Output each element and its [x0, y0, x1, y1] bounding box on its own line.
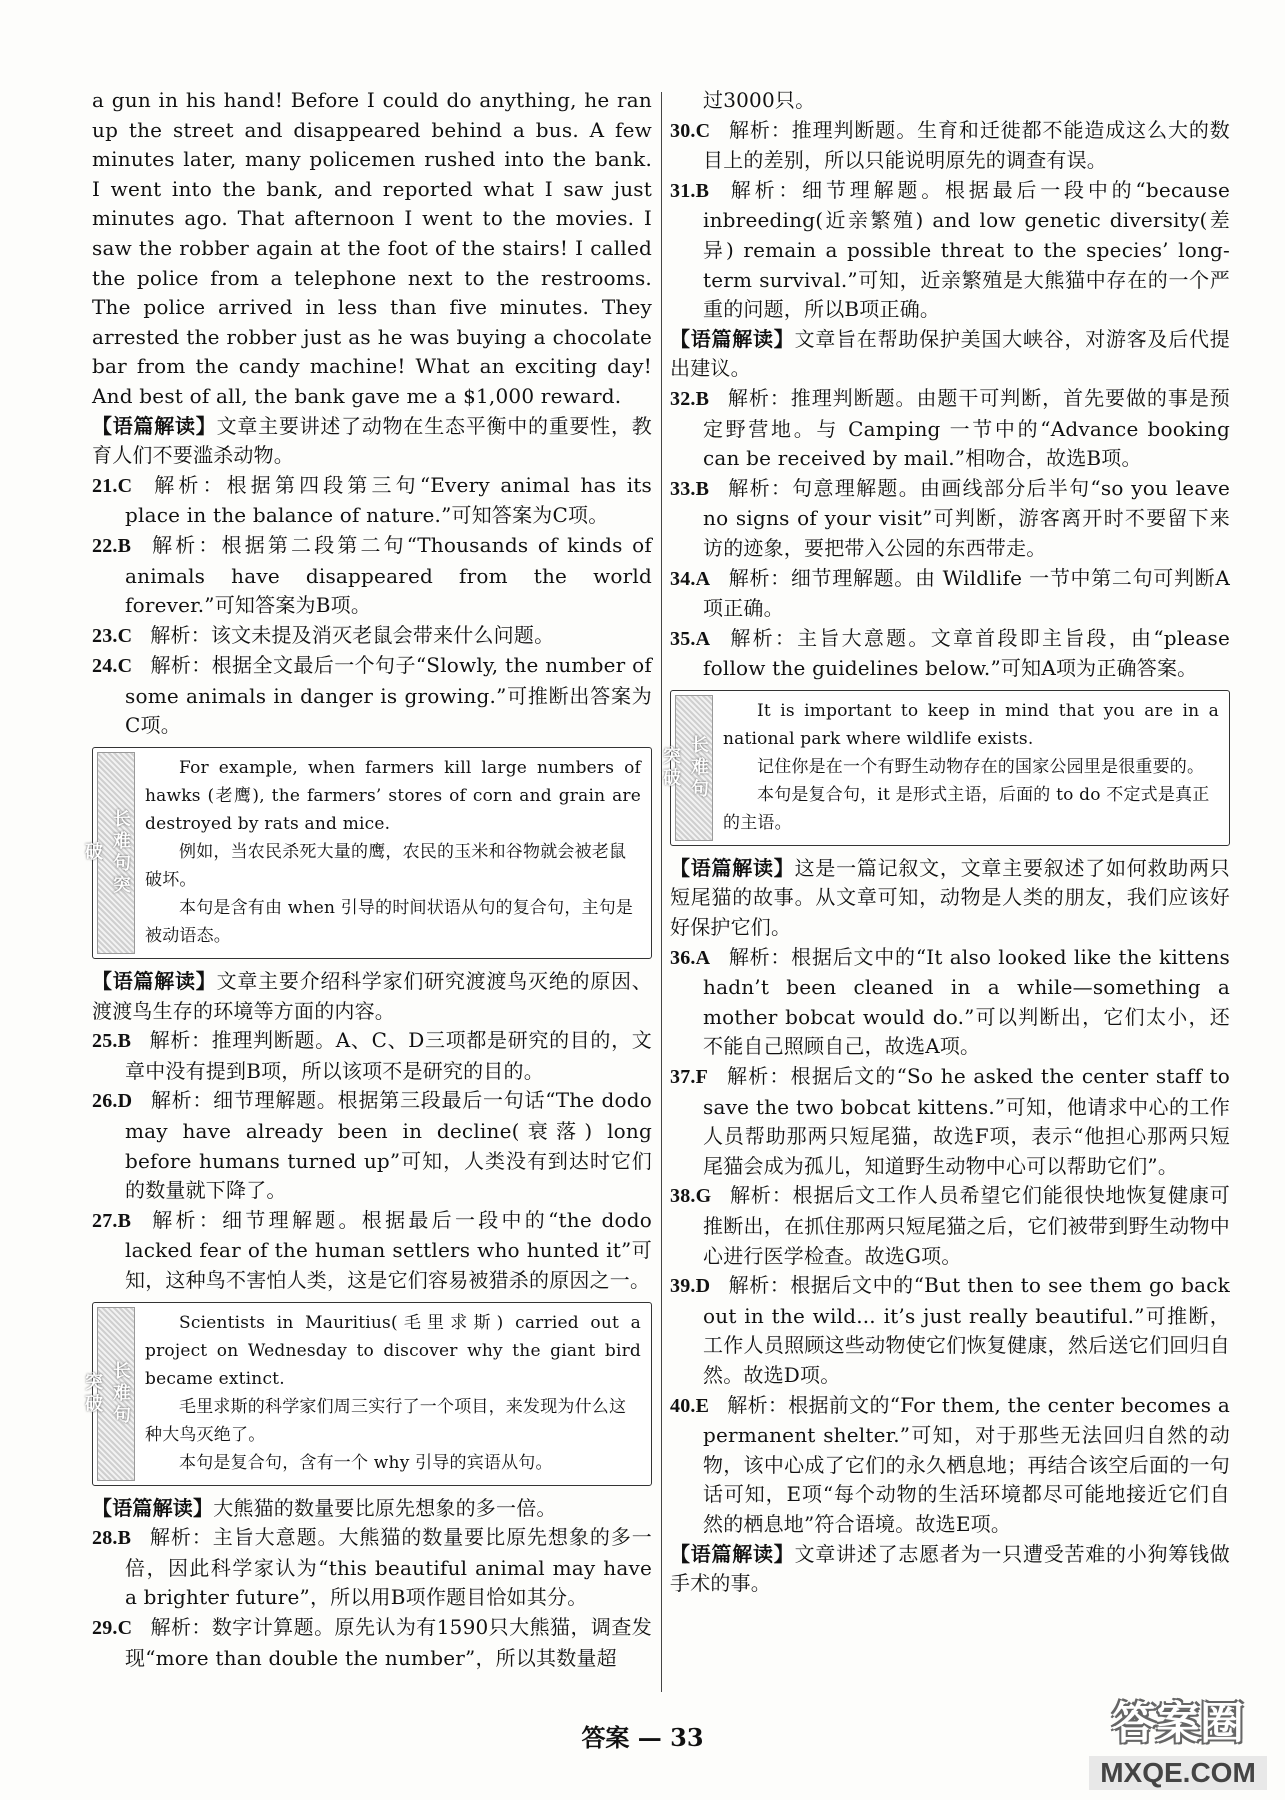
passage-summary: 【语篇解读】大熊猫的数量要比原先想象的多一倍。 — [92, 1495, 557, 1520]
box-translation: 毛里求斯的科学家们周三实行了一个项目，来发现为什么这种大鸟灭绝了。 — [145, 1396, 627, 1445]
passage-summary: 【语篇解读】文章主要讲述了动物在生态平衡中的重要性，教育人们不要滥杀动物。 — [92, 413, 653, 468]
answer-item-22: 22.B 解析：根据第二段第二句“Thousands of kinds of animals have disappeared from the world forever.”可知答案为B项。 — [92, 532, 652, 618]
box-translation: 记住你是在一个有野生动物存在的国家公园里是很重要的。 — [757, 756, 1205, 777]
answer-item-28: 28.B 解析：主旨大意题。大熊猫的数量要比原先想象的多一倍，因此科学家认为“this beautiful animal may have a brighter future”，所以用B项作题目恰如其分。 — [92, 1525, 652, 1610]
answer-item-32: 32.B 解析：推理判断题。由题干可判断，首先要做的事是预定野营地。与 Camping 一节中的“Advance booking can be received by mail.”相吻合，故选B项。 — [670, 385, 1230, 471]
watermark-title: 答案圈 — [1112, 1698, 1244, 1749]
answer-item-23: 23.C 解析：该文未提及消灭老鼠会带来什么问题。 — [92, 622, 555, 647]
right-column — [660, 86, 1231, 1599]
answer-item-21: 21.C 解析：根据第四段第三句“Every animal has its place in the balance of nature.”可知答案为C项。 — [92, 472, 652, 528]
answer-item-34: 34.A 解析：细节理解题。由 Wildlife 一节中第二句可判断A项正确。 — [670, 565, 1230, 621]
answer-item-26: 26.D 解析：细节理解题。根据第三段最后一句话“The dodo may have already been in decline(衰落) long before humans turned up”可知，人类没有到达时它们的数量就下降了。 — [92, 1088, 652, 1203]
passage-summary: 【语篇解读】文章讲述了志愿者为一只遭受苦难的小狗筹钱做手术的事。 — [670, 1541, 1231, 1596]
box-english-sentence: For example, when farmers kill large numbers of hawks (老鹰), the farmers’ stores of corn and grain are destroyed by rats and mice. — [145, 758, 641, 835]
answer-item-37: 37.F 解析：根据后文的“So he asked the center staff to save the two bobcat kittens.”可知，他请求中心的工作人员帮助那两只短尾猫，故选F项，表示“他担心那两只短尾猫会成为孤儿，知道野生动物中心可以帮助它们”。 — [670, 1064, 1230, 1178]
site-watermark-logo — [1089, 1698, 1267, 1790]
column-divider — [661, 92, 662, 1692]
passage-summary: 【语篇解读】文章主要介绍科学家们研究渡渡鸟灭绝的原因、渡渡鸟生存的环境等方面的内容。 — [92, 969, 653, 1023]
watermark-url: MXQE.COM — [1089, 1756, 1267, 1790]
answer-item-24: 24.C 解析：根据全文最后一个句子“Slowly, the number of some animals in danger is growing.”可推断出答案为C项。 — [92, 653, 652, 738]
answer-item-27: 27.B 解析：细节理解题。根据最后一段中的“the dodo lacked fear of the human settlers who hunted it”可知，这种鸟不害怕人类，这是它们容易被猎杀的原因之一。 — [92, 1207, 652, 1292]
sentence-analysis-box — [82, 1302, 652, 1486]
answer-item-31: 31.B 解析：细节理解题。根据最后一段中的“because inbreeding(近亲繁殖) and low genetic diversity(差异) remain a possible threat to the species’ long-term survival.”可知，近亲繁殖是大熊猫中存在的一个严重的问题，所以B项正确。 — [670, 177, 1230, 322]
box-side-label: 长难句突破 — [97, 752, 135, 954]
answer-item-35: 35.A 解析：主旨大意题。文章首段即主旨段，由“please follow the guidelines below.”可知A项为正确答案。 — [670, 625, 1230, 681]
box-english-sentence: It is important to keep in mind that you are in a national park where wildlife exists. — [723, 700, 1219, 749]
answer-item-25: 25.B 解析：推理判断题。A、C、D三项都是研究的目的，文章中没有提到B项，所以该项不是研究的目的。 — [92, 1028, 652, 1083]
box-grammar-note: 本句是复合句，it 是形式主语，后面的 to do 不定式是真正的主语。 — [723, 784, 1210, 833]
passage-summary: 【语篇解读】这是一篇记叙文，文章主要叙述了如何救助两只短尾猫的故事。从文章可知，动物是人类的朋友，我们应该好好保护它们。 — [670, 855, 1231, 940]
left-column — [82, 86, 653, 1673]
answer-item-38: 38.G 解析：根据后文工作人员希望它们能很快地恢复健康可推断出，在抓住那两只短尾猫之后，它们被带到野生动物中心进行医学检查。故选G项。 — [670, 1183, 1230, 1268]
answer-item-29-continued: 过3000只。 — [703, 88, 816, 112]
box-english-sentence: Scientists in Mauritius(毛里求斯) carried out a project on Wednesday to discover why the giant bird became extinct. — [145, 1312, 641, 1389]
passage-summary: 【语篇解读】文章旨在帮助保护美国大峡谷，对游客及后代提出建议。 — [670, 326, 1231, 381]
answer-item-36: 36.A 解析：根据后文中的“It also looked like the kittens hadn’t been cleaned in a while—something a mother bobcat would do.”可以判断出，它们太小，还不能自己照顾自己，故选A项。 — [670, 944, 1230, 1059]
box-side-label: 长难句突破 — [675, 695, 713, 841]
page-footer: 答案 — 33 — [581, 1723, 704, 1752]
box-side-label: 长难句突破 — [97, 1307, 135, 1481]
answer-item-33: 33.B 解析：句意理解题。由画线部分后半句“so you leave no signs of your visit”可判断，游客离开时不要留下来访的迹象，要把带入公园的东西带走。 — [670, 475, 1230, 560]
answer-item-30: 30.C 解析：推理判断题。生育和迁徙都不能造成这么大的数目上的差别，所以只能说明原先的调查有误。 — [670, 117, 1230, 173]
box-grammar-note: 本句是含有由 when 引导的时间状语从句的复合句，主句是被动语态。 — [145, 898, 634, 947]
answer-item-40: 40.E 解析：根据前文的“For them, the center becomes a permanent shelter.”可知，对于那些无法回归自然的动物，该中心成了它们的永久栖息地；再结合该空后面的一句话可知，E项“每个动物的生活环境都尽可能地接近它们自然的栖息地”符合语境。故选E项。 — [670, 1392, 1230, 1536]
answer-item-39: 39.D 解析：根据后文中的“But then to see them go back out in the wild... it’s just really beautiful.”可推断，工作人员照顾这些动物使它们恢复健康，然后送它们回归自然。故选D项。 — [670, 1273, 1230, 1387]
sentence-analysis-box — [660, 690, 1230, 846]
box-grammar-note: 本句是复合句，含有一个 why 引导的宾语从句。 — [179, 1452, 553, 1473]
box-translation: 例如，当农民杀死大量的鹰，农民的玉米和谷物就会被老鼠破坏。 — [145, 842, 627, 891]
sentence-analysis-box — [82, 747, 652, 959]
story-continuation: a gun in his hand! Before I could do anything, he ran up the street and disappeared behind a bus. A few minutes later, many policemen rushed into the bank. I went into the bank, and reported what I saw just minutes ago. That afternoon I went to the movies. I saw the robber again at the foot of the stairs! I called the police from a telephone next to the restrooms. The police arrived in less than five minutes. They arrested the robber just as he was buying a chocolate bar from the candy machine! What an exciting day! And best of all, the bank gave me a $1,000 reward. — [92, 88, 652, 408]
answer-item-29: 29.C 解析：数字计算题。原先认为有1590只大熊猫，调查发现“more than double the number”，所以其数量超 — [92, 1614, 652, 1670]
